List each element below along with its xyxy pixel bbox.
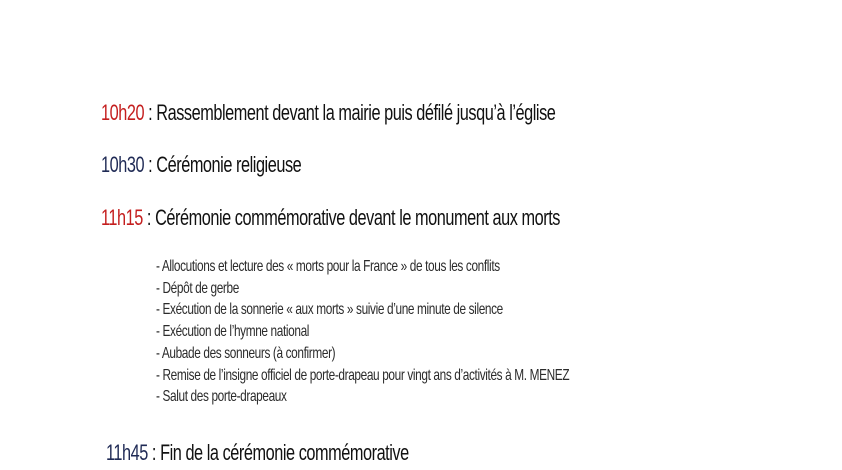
- schedule-item-1020: [101, 100, 555, 126]
- time-label: 11h45: [106, 440, 148, 465]
- list-item: - Exécution de la sonnerie « aux morts » suivie d’une minute de silence: [156, 301, 503, 319]
- list-item: - Exécution de l’hymne national: [156, 323, 310, 341]
- time-label: 10h20: [101, 100, 145, 125]
- schedule-item-1115: [101, 205, 560, 231]
- separator: :: [142, 205, 156, 230]
- schedule-item-1145: [106, 440, 409, 466]
- separator: :: [144, 152, 157, 177]
- schedule-text: Cérémonie religieuse: [156, 152, 302, 177]
- time-label: 10h30: [101, 152, 145, 177]
- list-item: - Remise de l’insigne officiel de porte-drapeau pour vingt ans d’activités à M. MENEZ: [156, 366, 570, 384]
- list-item: - Salut des porte-drapeaux: [156, 388, 287, 406]
- list-item: - Allocutions et lecture des « morts pour la France » de tous les conflits: [156, 258, 500, 275]
- separator: :: [147, 440, 161, 465]
- schedule-text: Cérémonie commémorative devant le monument aux morts: [155, 205, 560, 230]
- list-item: - Aubade des sonneurs (à confirmer): [156, 344, 336, 362]
- schedule-item-1030: [101, 152, 301, 178]
- list-item: - Dépôt de gerbe: [156, 279, 239, 297]
- schedule-text: Rassemblement devant la mairie puis défilé jusqu’à l’église: [156, 100, 556, 125]
- ceremony-details-list: [156, 256, 714, 408]
- time-label: 11h15: [101, 205, 143, 230]
- separator: :: [144, 100, 157, 125]
- schedule-text: Fin de la cérémonie commémorative: [160, 440, 409, 465]
